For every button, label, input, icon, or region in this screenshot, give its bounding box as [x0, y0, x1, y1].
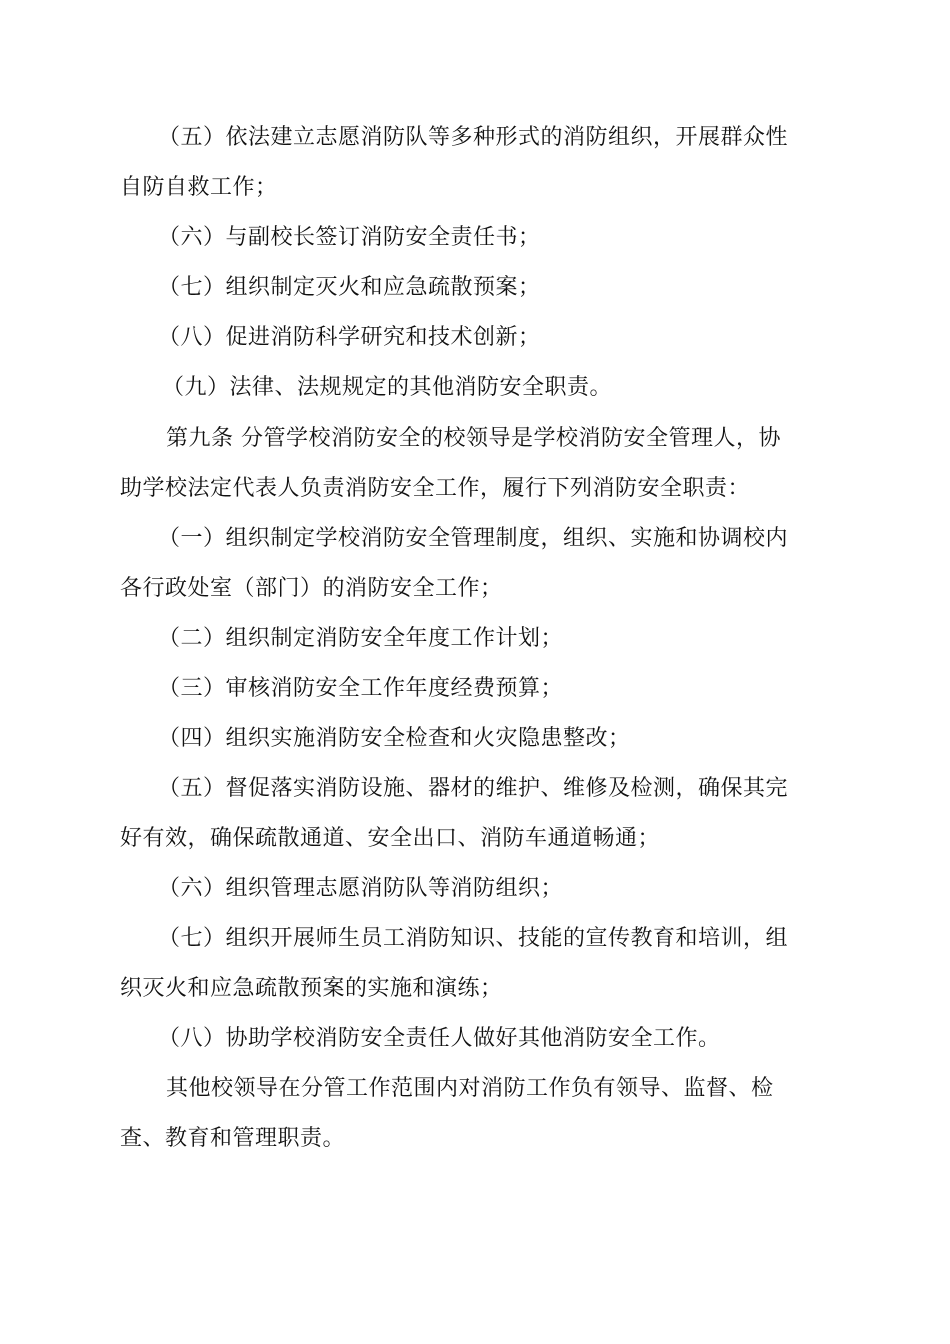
text-line: （三）审核消防安全工作年度经费预算；: [158, 676, 564, 701]
text-line: （七）组织制定灭火和应急疏散预案；: [158, 275, 541, 300]
text-line: 查、教育和管理职责。: [120, 1126, 346, 1151]
text-line: （五）依法建立志愿消防队等多种形式的消防组织，开展群众性: [158, 125, 789, 150]
text-line: 好有效，确保疏散通道、安全出口、消防车通道畅通；: [120, 826, 661, 851]
text-line: 各行政处室（部门）的消防安全工作；: [120, 576, 503, 601]
article-heading-line: 第九条 分管学校消防安全的校领导是学校消防安全管理人，协: [166, 426, 781, 451]
text-line: （四）组织实施消防安全检查和火灾隐患整改；: [158, 726, 631, 751]
text-line: （九）法律、法规规定的其他消防安全职责。: [162, 375, 613, 400]
text-line: 织灭火和应急疏散预案的实施和演练；: [120, 976, 503, 1001]
text-line: （八）促进消防科学研究和技术创新；: [158, 325, 541, 350]
text-line: （五）督促落实消防设施、器材的维护、维修及检测，确保其完: [158, 776, 789, 801]
text-line: （六）组织管理志愿消防队等消防组织；: [158, 876, 564, 901]
text-line: 助学校法定代表人负责消防安全工作，履行下列消防安全职责：: [120, 476, 751, 501]
text-line: （六）与副校长签订消防安全责任书；: [158, 225, 541, 250]
text-line: （二）组织制定消防安全年度工作计划；: [158, 626, 564, 651]
text-line: （八）协助学校消防安全责任人做好其他消防安全工作。: [158, 1026, 721, 1051]
text-line: 自防自救工作；: [120, 175, 278, 200]
text-line: 其他校领导在分管工作范围内对消防工作负有领导、监督、检: [166, 1076, 774, 1101]
text-line: （一）组织制定学校消防安全管理制度，组织、实施和协调校内: [158, 526, 789, 551]
text-line: （七）组织开展师生员工消防知识、技能的宣传教育和培训，组: [158, 926, 789, 951]
